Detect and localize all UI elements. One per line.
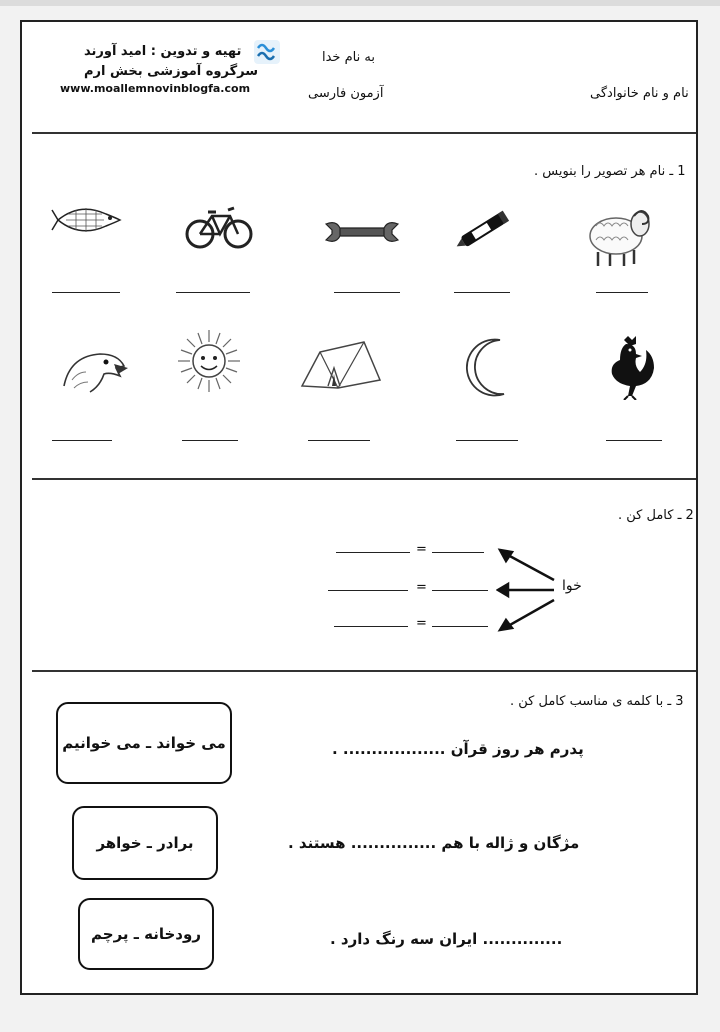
group-line: سرگروه آموزشی بخش ارم [84, 64, 259, 79]
answer-blank[interactable] [432, 552, 484, 553]
sun-icon [176, 328, 242, 394]
crescent-moon-icon [462, 336, 512, 398]
divider [32, 478, 696, 480]
answer-blank[interactable] [606, 440, 662, 441]
answer-blank[interactable] [328, 590, 408, 591]
answer-blank[interactable] [334, 292, 400, 293]
fill-in-sentence: مژگان و ژاله با هم ............... هستند . [288, 834, 580, 852]
tent-icon [298, 332, 384, 390]
answer-blank[interactable] [596, 292, 648, 293]
marker-pen-icon [450, 208, 516, 252]
worksheet [20, 20, 698, 995]
answer-blank[interactable] [182, 440, 238, 441]
student-name-label: نام و نام خانوادگی [590, 86, 689, 101]
answer-blank[interactable] [52, 292, 120, 293]
word-choice-box: برادر ـ خواهر [72, 806, 218, 880]
answer-blank[interactable] [432, 626, 488, 627]
root-word: خوا [562, 578, 582, 594]
answer-blank[interactable] [176, 292, 250, 293]
answer-blank[interactable] [454, 292, 510, 293]
divider [32, 670, 696, 672]
word-choice-box: رودخانه ـ پرچم [78, 898, 214, 970]
word-choice-box: می خواند ـ می خوانیم [56, 702, 232, 784]
q3-title: 3 ـ با کلمه ی مناسب کامل کن . [510, 694, 684, 709]
answer-blank[interactable] [432, 590, 488, 591]
bismillah: به نام خدا [322, 50, 375, 65]
exam-title: آزمون فارسی [308, 86, 384, 101]
answer-blank[interactable] [456, 440, 518, 441]
bicycle-icon [184, 202, 254, 250]
equals-sign: = [416, 616, 427, 631]
author-line: تهیه و تدوین : امید آورند [84, 44, 242, 59]
equals-sign: = [416, 580, 427, 595]
blog-logo-icon [252, 38, 282, 66]
fill-in-sentence: پدرم هر روز قرآن .................. . [332, 740, 584, 758]
rooster-icon [602, 334, 656, 400]
fish-icon [50, 200, 126, 240]
q1-title: 1 ـ نام هر تصویر را بنویس . [534, 164, 686, 179]
answer-blank[interactable] [336, 552, 410, 553]
answer-blank[interactable] [52, 440, 112, 441]
eagle-icon [60, 346, 130, 394]
answer-blank[interactable] [308, 440, 370, 441]
q2-title: 2 ـ کامل کن . [618, 508, 694, 523]
sheep-icon [584, 202, 654, 268]
equals-sign: = [416, 542, 427, 557]
divider [32, 132, 696, 134]
answer-blank[interactable] [334, 626, 408, 627]
website-link: www.moallemnovinblogfa.com [60, 82, 251, 95]
top-bar [0, 0, 720, 6]
arrows-icon [496, 546, 560, 636]
fill-in-sentence: .............. ایران سه رنگ دارد . [330, 930, 563, 948]
wrench-icon [322, 218, 402, 246]
